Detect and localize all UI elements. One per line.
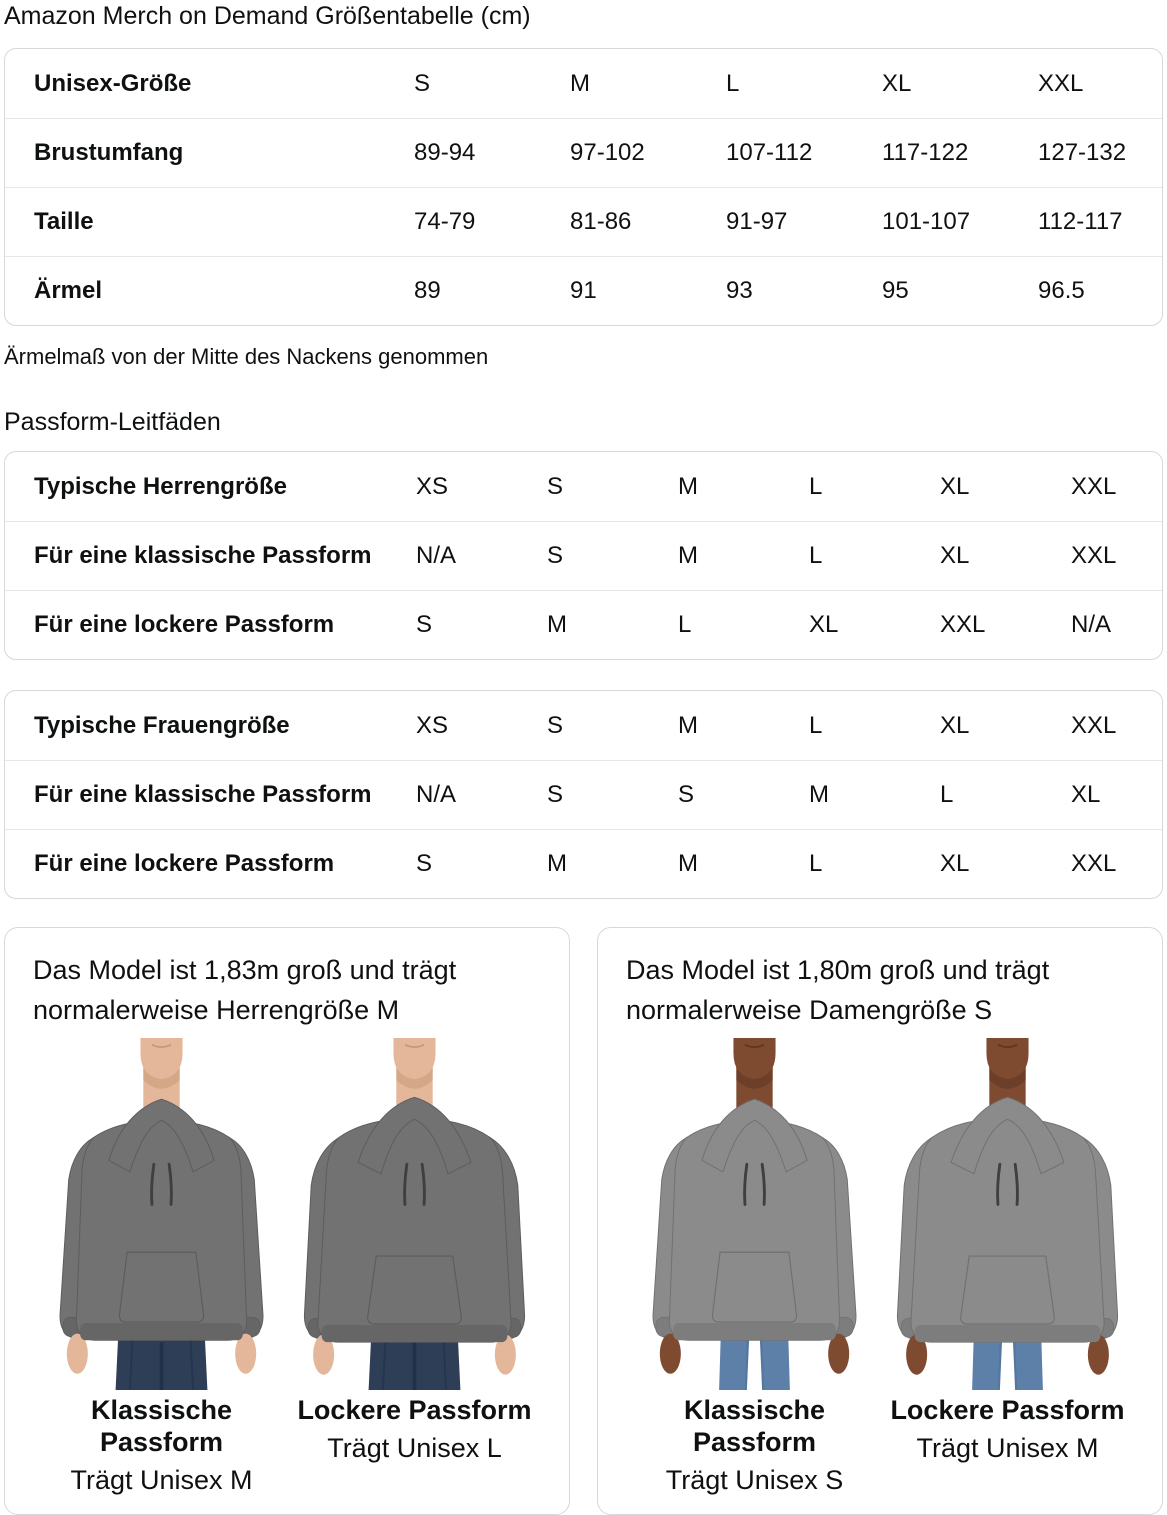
male-model-loose-fit-photo — [291, 1038, 538, 1390]
size-cell: L — [726, 69, 740, 97]
size-table-row-waist — [5, 187, 1162, 256]
size-cell: 101-107 — [882, 208, 971, 235]
size-cell: L — [940, 781, 954, 808]
size-cell: XS — [416, 472, 449, 500]
men-model-card — [4, 927, 570, 1515]
fit-guides-heading: Passform-Leitfäden — [4, 408, 221, 436]
size-caption: Trägt Unisex M — [916, 1433, 1099, 1463]
size-cell: M — [547, 850, 567, 877]
size-cell: 112-117 — [1038, 208, 1123, 235]
size-cell: 117-122 — [882, 139, 969, 166]
size-cell: L — [678, 611, 692, 638]
row-label: Typische Frauengröße — [34, 711, 290, 739]
model-figure-classic — [631, 1038, 878, 1496]
size-cell: 89-94 — [414, 139, 476, 166]
model-description: Das Model ist 1,83m groß und trägt normalerweise Herrengröße M — [33, 955, 457, 1025]
size-cell: S — [547, 472, 564, 500]
sleeve-measure-note: Ärmelmaß von der Mitte des Nackens genommen — [4, 344, 489, 369]
size-cell: XL — [809, 611, 839, 638]
size-cell: XL — [940, 850, 970, 877]
model-cards — [4, 927, 1163, 1515]
size-cell: M — [678, 542, 698, 569]
female-model-classic-fit-photo — [631, 1038, 878, 1390]
size-cell: XXL — [1071, 711, 1117, 739]
size-table — [4, 48, 1163, 326]
fit-caption: Lockere Passform — [297, 1395, 532, 1425]
row-label: Unisex-Größe — [34, 69, 192, 97]
row-label: Für eine klassische Passform — [34, 542, 372, 569]
size-cell: 91-97 — [726, 208, 788, 235]
female-model-loose-fit-photo — [884, 1038, 1131, 1390]
men-fit-row-classic — [5, 521, 1162, 590]
size-cell: 107-112 — [726, 139, 813, 166]
fit-caption: Klassische Passform — [683, 1395, 826, 1457]
size-cell: 96.5 — [1038, 277, 1085, 304]
size-cell: L — [809, 542, 823, 569]
size-cell: L — [809, 472, 823, 500]
size-cell: S — [414, 69, 431, 97]
women-fit-row-loose — [5, 829, 1162, 898]
row-label: Für eine lockere Passform — [34, 850, 335, 877]
row-label: Für eine klassische Passform — [34, 781, 372, 808]
size-cell: 81-86 — [570, 208, 632, 235]
size-cell: XL — [940, 542, 970, 569]
size-cell: S — [678, 781, 695, 808]
row-label: Ärmel — [34, 277, 103, 304]
size-table-row-sleeve — [5, 256, 1162, 325]
size-cell: 97-102 — [570, 139, 645, 166]
row-label: Taille — [34, 208, 94, 235]
size-cell: XL — [940, 711, 970, 739]
size-cell: 91 — [570, 277, 597, 304]
size-cell: 127-132 — [1038, 139, 1127, 166]
size-cell: M — [678, 850, 698, 877]
size-cell: XL — [1071, 781, 1101, 808]
model-figure-loose — [291, 1038, 538, 1496]
size-cell: 93 — [726, 277, 753, 304]
size-cell: S — [547, 711, 564, 739]
size-cell: XS — [416, 711, 449, 739]
size-cell: XXL — [1071, 850, 1117, 877]
page-title: Amazon Merch on Demand Größentabelle (cm) — [4, 2, 531, 30]
size-cell: 95 — [882, 277, 909, 304]
size-cell: L — [809, 850, 823, 877]
fit-caption: Klassische Passform — [90, 1395, 233, 1457]
size-table-row-chest — [5, 118, 1162, 187]
row-label: Für eine lockere Passform — [34, 611, 335, 638]
size-cell: N/A — [416, 781, 457, 808]
size-caption: Trägt Unisex M — [70, 1465, 253, 1495]
size-cell: XL — [940, 472, 970, 500]
size-cell: N/A — [416, 542, 457, 569]
size-cell: 89 — [414, 277, 441, 304]
size-cell: 74-79 — [414, 208, 476, 235]
size-cell: S — [416, 611, 433, 638]
size-cell: M — [570, 69, 590, 97]
size-cell: L — [809, 711, 823, 739]
women-fit-row-classic — [5, 760, 1162, 829]
size-cell: M — [678, 472, 698, 500]
model-description: Das Model ist 1,80m groß und trägt normalerweise Damengröße S — [626, 955, 1050, 1025]
model-figure-classic — [38, 1038, 285, 1496]
size-cell: XXL — [1038, 69, 1084, 97]
size-table-header-row — [5, 49, 1162, 118]
size-caption: Trägt Unisex S — [665, 1465, 844, 1495]
row-label: Typische Herrengröße — [34, 472, 287, 500]
size-cell: XXL — [1071, 542, 1117, 569]
men-fit-row-loose — [5, 590, 1162, 659]
size-caption: Trägt Unisex L — [327, 1433, 502, 1463]
size-cell: XXL — [1071, 472, 1117, 500]
women-fit-table — [4, 690, 1163, 899]
size-cell: M — [809, 781, 829, 808]
men-fit-table — [4, 451, 1163, 660]
size-cell: XL — [882, 69, 912, 97]
women-fit-row-typical — [5, 691, 1162, 760]
size-cell: N/A — [1071, 611, 1112, 638]
model-figures — [33, 1038, 543, 1496]
male-model-classic-fit-photo — [38, 1038, 285, 1390]
size-cell: S — [416, 850, 433, 877]
model-figure-loose — [884, 1038, 1131, 1496]
women-model-card — [597, 927, 1163, 1515]
size-cell: S — [547, 781, 564, 808]
size-cell: M — [547, 611, 567, 638]
men-fit-row-typical — [5, 452, 1162, 521]
size-cell: S — [547, 542, 564, 569]
fit-caption: Lockere Passform — [890, 1395, 1125, 1425]
model-figures — [626, 1038, 1136, 1496]
size-cell: M — [678, 711, 698, 739]
row-label: Brustumfang — [34, 139, 184, 166]
size-cell: XXL — [940, 611, 986, 638]
